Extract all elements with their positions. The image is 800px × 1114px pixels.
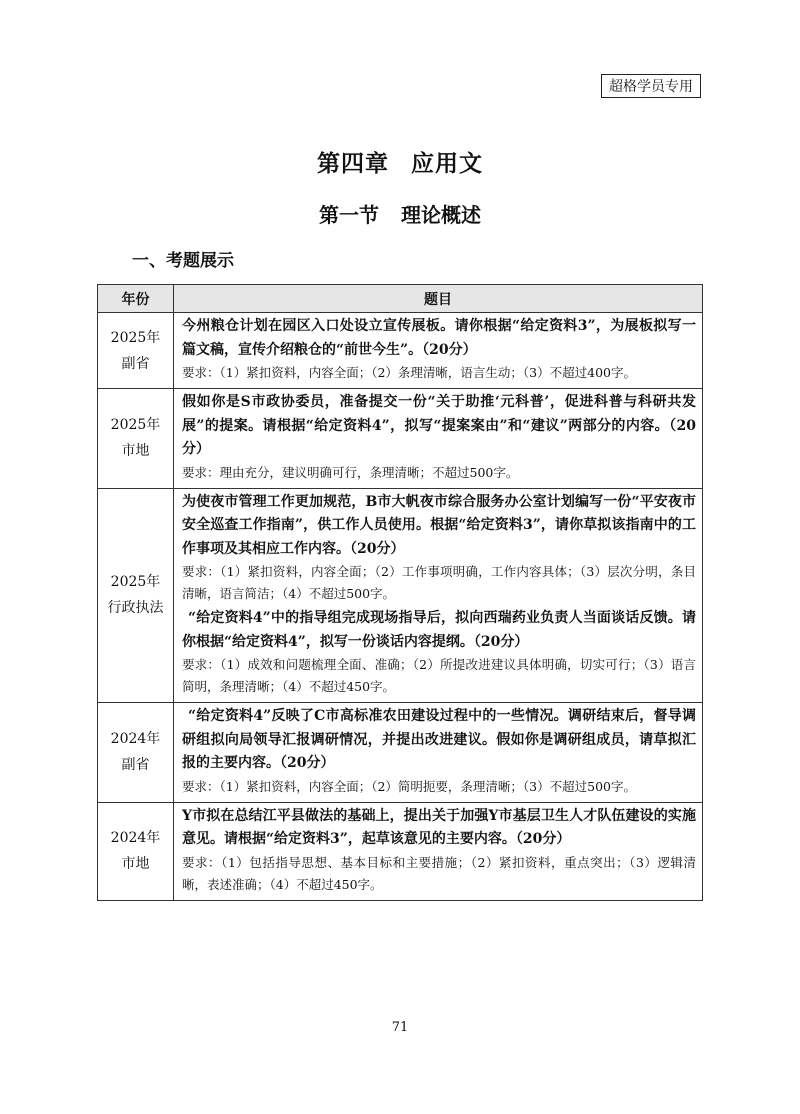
question-requirements: 要求：（1）紧扣资料，内容全面；（2）工作事项明确，工作内容具体；（3）层次分明，条目清晰，语言简洁；（4）不超过500字。 xyxy=(182,564,696,601)
chapter-name: 应用文 xyxy=(411,150,483,177)
header-topic: 题目 xyxy=(174,285,703,313)
exam-level: 行政执法 xyxy=(107,600,164,617)
chapter-title xyxy=(0,145,800,178)
question-requirements: 要求：（1）紧扣资料，内容全面；（2）简明扼要，条理清晰；（3）不超过500字。 xyxy=(182,778,636,794)
subsection-heading: 一、考题展示 xyxy=(132,251,234,271)
table-row xyxy=(98,802,703,900)
question-text: “给定资料4”反映了C市高标准农田建设过程中的一些情况。调研结束后，督导调研组拟向局领导汇报调研情况，并提出改进建议。假如你是调研组成员，请草拟汇报的主要内容。（20分） xyxy=(182,708,696,771)
question-cell xyxy=(174,389,703,489)
question-cell xyxy=(174,488,703,703)
table-row xyxy=(98,313,703,389)
question-text-2: “给定资料4”中的指导组完成现场指导后，拟向西瑞药业负责人当面谈话反馈。请你根据“给定资料4”，拟写一份谈话内容提纲。（20分） xyxy=(182,610,696,650)
question-cell xyxy=(174,313,703,389)
table-row xyxy=(98,488,703,703)
question-requirements-2: 要求：（1）成效和问题梳理全面、准确；（2）所提改进建议具体明确，切实可行；（3）语言简明，条理清晰；（4）不超过450字。 xyxy=(182,657,696,694)
header-year: 年份 xyxy=(98,285,174,313)
table-header-row xyxy=(98,285,703,313)
exam-level: 副省 xyxy=(121,757,150,774)
year-cell xyxy=(98,389,174,489)
year-text: 2025年 xyxy=(110,574,161,591)
table-row xyxy=(98,703,703,803)
exam-questions-table xyxy=(97,284,703,901)
year-cell xyxy=(98,313,174,389)
table-row xyxy=(98,389,703,489)
year-cell xyxy=(98,802,174,900)
question-text: 为使夜市管理工作更加规范，B市大帆夜市综合服务办公室计划编写一份“平安夜市安全巡查工作指南”，供工作人员使用。根据“给定资料3”，请你草拟该指南中的工作事项及其相应工作内容。（20分） xyxy=(182,493,696,557)
question-cell xyxy=(174,802,703,900)
year-cell xyxy=(98,703,174,803)
question-cell xyxy=(174,703,703,803)
section-number: 第一节 xyxy=(319,203,379,227)
page-number: 71 xyxy=(391,1020,409,1035)
question-text: 今州粮仓计划在园区入口处设立宣传展板。请你根据“给定资料3”，为展板拟写一篇文稿，宣传介绍粮仓的“前世今生”。（20分） xyxy=(182,318,696,358)
question-requirements: 要求：理由充分，建议明确可行，条理清晰；不超过500字。 xyxy=(182,464,519,480)
section-title xyxy=(0,199,800,228)
question-text: 假如你是S市政协委员，准备提交一份“关于助推‘元科普’，促进科普与科研共发展”的提案。请根据“给定资料4”，拟写“提案案由”和“建议”两部分的内容。（20分） xyxy=(182,394,696,457)
section-name: 理论概述 xyxy=(401,203,481,227)
chapter-number: 第四章 xyxy=(317,150,389,177)
exam-level: 市地 xyxy=(121,443,150,460)
year-text: 2025年 xyxy=(110,329,161,346)
year-text: 2024年 xyxy=(110,731,161,748)
exam-level: 市地 xyxy=(121,856,150,872)
year-text: 2024年 xyxy=(110,830,161,846)
exam-level: 副省 xyxy=(121,355,150,372)
question-requirements: 要求：（1）紧扣资料，内容全面；（2）条理清晰，语言生动；（3）不超过400字。 xyxy=(182,365,636,380)
member-only-badge: 超格学员专用 xyxy=(601,74,701,98)
question-requirements: 要求：（1）包括指导思想、基本目标和主要措施；（2）紧扣资料，重点突出；（3）逻辑清晰，表述准确；（4）不超过450字。 xyxy=(182,854,696,892)
question-text: Y市拟在总结江平县做法的基础上，提出关于加强Y市基层卫生人才队伍建设的实施意见。请根据“给定资料3”，起草该意见的主要内容。（20分） xyxy=(182,807,696,847)
year-text: 2025年 xyxy=(110,417,161,434)
year-cell xyxy=(98,488,174,703)
